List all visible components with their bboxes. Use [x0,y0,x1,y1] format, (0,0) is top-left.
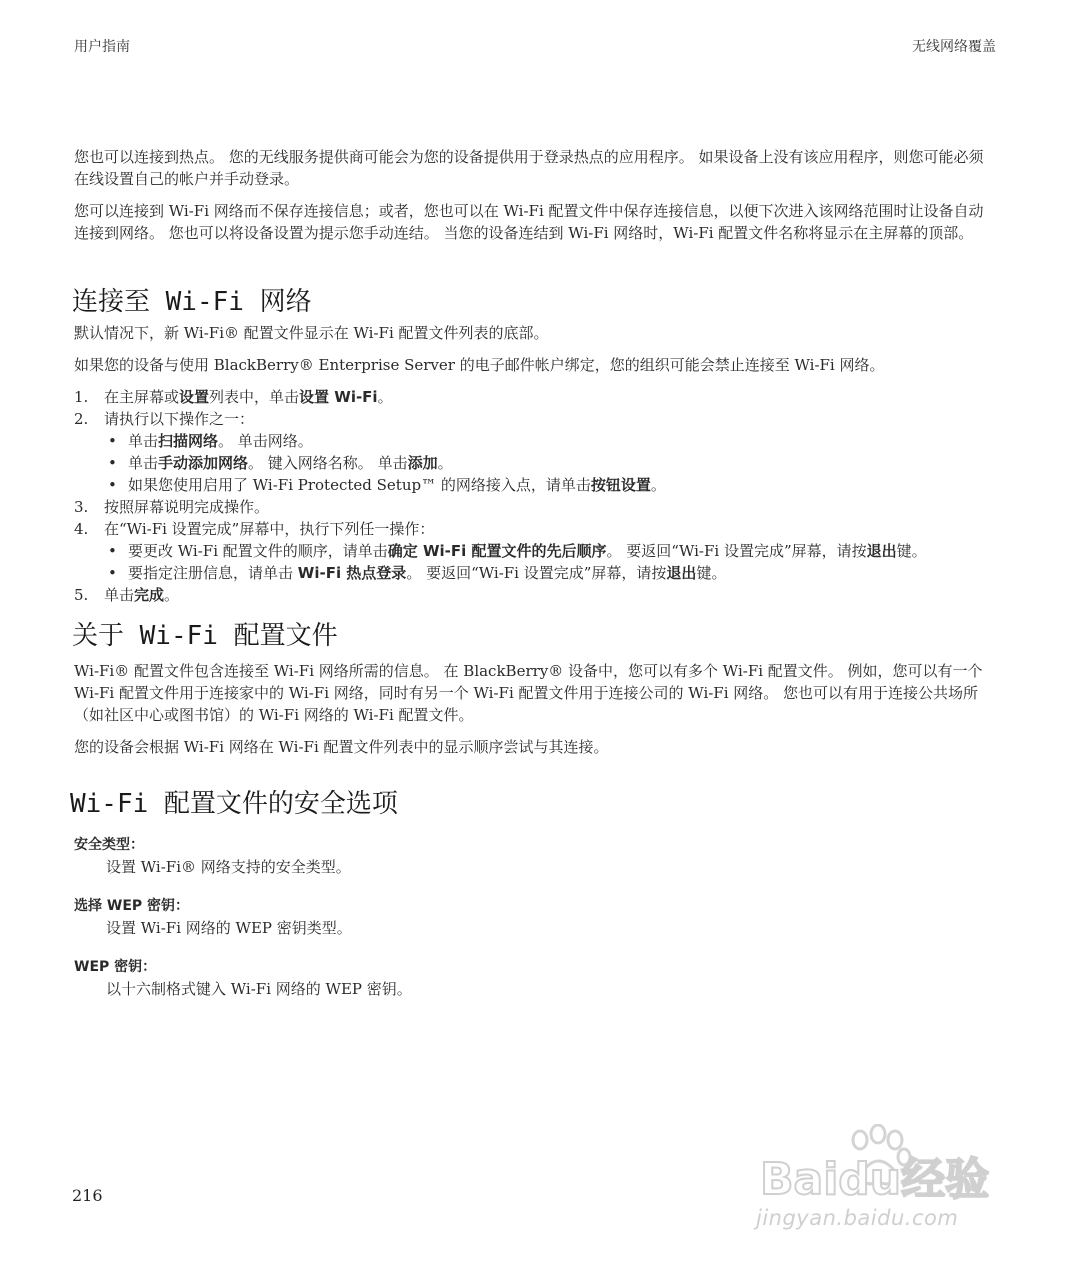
ui-term: Wi-Fi 热点登录 [297,564,407,582]
baidu-watermark [756,1124,996,1234]
sub-step [104,474,998,496]
running-head-left: 用户指南 [74,39,130,55]
sub-step-text: 单击 [128,432,159,450]
ui-term: 设置 Wi-Fi [299,388,378,406]
ui-term: 设置 [179,388,210,406]
sub-step-text: 要更改 Wi-Fi 配置文件的顺序，请单击 [128,542,388,560]
step-1 [74,386,998,408]
step-4 [74,518,998,584]
ui-term: 添加 [407,454,438,472]
option-desc-wep-key: 以十六制格式键入 Wi-Fi 网络的 WEP 密钥。 [106,980,412,998]
step-text: 。 [377,388,393,406]
connect-steps-list [74,386,998,606]
option-desc-select-wep-key: 设置 Wi-Fi 网络的 WEP 密钥类型。 [106,919,352,937]
section-heading-security: Wi-Fi 配置文件的安全选项 [70,789,398,819]
step-text: 。 [164,586,180,604]
step-2-options [104,430,998,496]
ui-term: 手动添加网络 [158,454,249,472]
step-text: 按照屏幕说明完成操作。 [104,498,270,516]
connect-paragraph-1: 默认情况下，新 Wi-Fi® 配置文件显示在 Wi-Fi 配置文件列表的底部。 [74,324,549,342]
ui-term: 扫描网络 [158,432,219,450]
ui-term: 完成 [134,586,165,604]
sub-step [104,562,998,584]
option-term-wep-key: WEP 密钥： [74,959,157,975]
page-number: 216 [72,1186,103,1205]
section-heading-about: 关于 Wi-Fi 配置文件 [72,621,338,651]
step-text: 请执行以下操作之一： [104,410,255,428]
sub-step-text: 。 [437,454,453,472]
about-paragraph-1: Wi-Fi® 配置文件包含连接至 Wi-Fi 网络所需的信息。 在 BlackBerry® 设备中，您可以有多个 Wi-Fi 配置文件。 例如，您可以有一个 Wi-Fi 配置文件用于连接家中的 Wi-Fi 网络，同时有另一个 Wi-Fi 配置文件用于连接公司的 Wi-Fi 网络。 您也可以有用于连接公共场所（如社区中心或图书馆）的 Wi-Fi 网络的 Wi-Fi 配置文件。 [74,662,983,724]
security-options-list [74,834,998,1000]
section-heading-connect: 连接至 Wi-Fi 网络 [72,287,312,317]
sub-step-text: 键。 [696,564,727,582]
sub-step-text: 如果您使用启用了 Wi-Fi Protected Setup™ 的网络接入点，请单击 [128,476,591,494]
option-term-security-type: 安全类型： [74,837,144,853]
option-desc-security-type: 设置 Wi-Fi® 网络支持的安全类型。 [106,858,351,876]
step-number: 1. [74,388,89,406]
step-text: 在“Wi-Fi 设置完成”屏幕中，执行下列任一操作： [104,520,435,538]
ui-term: 退出 [666,564,697,582]
intro-paragraph-1: 您也可以连接到热点。 您的无线服务提供商可能会为您的设备提供用于登录热点的应用程序。 如果设备上没有该应用程序，则您可能必须在线设置自己的帐户并手动登录。 [74,148,984,188]
sub-step [104,540,998,562]
connect-paragraph-2: 如果您的设备与使用 BlackBerry® Enterprise Server 的电子邮件帐户绑定，您的组织可能会禁止连接至 Wi-Fi 网络。 [74,356,885,374]
sub-step-text: 。 键入网络名称。 单击 [248,454,408,472]
step-text: 在主屏幕或 [104,388,180,406]
step-number: 5. [74,586,89,604]
intro-paragraph-2: 您可以连接到 Wi-Fi 网络而不保存连接信息；或者，您也可以在 Wi-Fi 配置文件中保存连接信息，以便下次进入该网络范围时让设备自动连接到网络。 您也可以将设备设置为提示您手动连结。 当您的设备连结到 Wi-Fi 网络时，Wi-Fi 配置文件名称将显示在主屏幕的顶部。 [74,202,984,242]
step-5 [74,584,998,606]
about-paragraph-2: 您的设备会根据 Wi-Fi 网络在 Wi-Fi 配置文件列表中的显示顺序尝试与其连接。 [74,738,609,756]
watermark-url: jingyan.baidu.com [756,1206,959,1230]
watermark-brand-text: Baidu经验 [760,1154,990,1202]
ui-term: 退出 [866,542,897,560]
ui-term: 确定 Wi-Fi 配置文件的先后顺序 [387,542,607,560]
sub-step [104,430,998,452]
running-head-right: 无线网络覆盖 [912,39,996,55]
ui-term: 按钮设置 [590,476,651,494]
sub-step [104,452,998,474]
step-text: 列表中，单击 [209,388,300,406]
step-number: 3. [74,498,89,516]
sub-step-text: 要指定注册信息，请单击 [128,564,298,582]
sub-step-text: 。 [650,476,666,494]
sub-step-text: 。 单击网络。 [218,432,313,450]
page-body [70,146,998,1017]
step-2 [74,408,998,496]
step-number: 2. [74,410,89,428]
sub-step-text: 单击 [128,454,159,472]
step-text: 单击 [104,586,135,604]
sub-step-text: 键。 [896,542,927,560]
baidu-paw-logo [756,1124,996,1202]
sub-step-text: 。 要返回“Wi-Fi 设置完成”屏幕，请按 [406,564,667,582]
option-term-select-wep-key: 选择 WEP 密钥： [74,898,190,914]
step-number: 4. [74,520,89,538]
step-3 [74,496,998,518]
sub-step-text: 。 要返回“Wi-Fi 设置完成”屏幕，请按 [606,542,867,560]
step-4-options [104,540,998,584]
